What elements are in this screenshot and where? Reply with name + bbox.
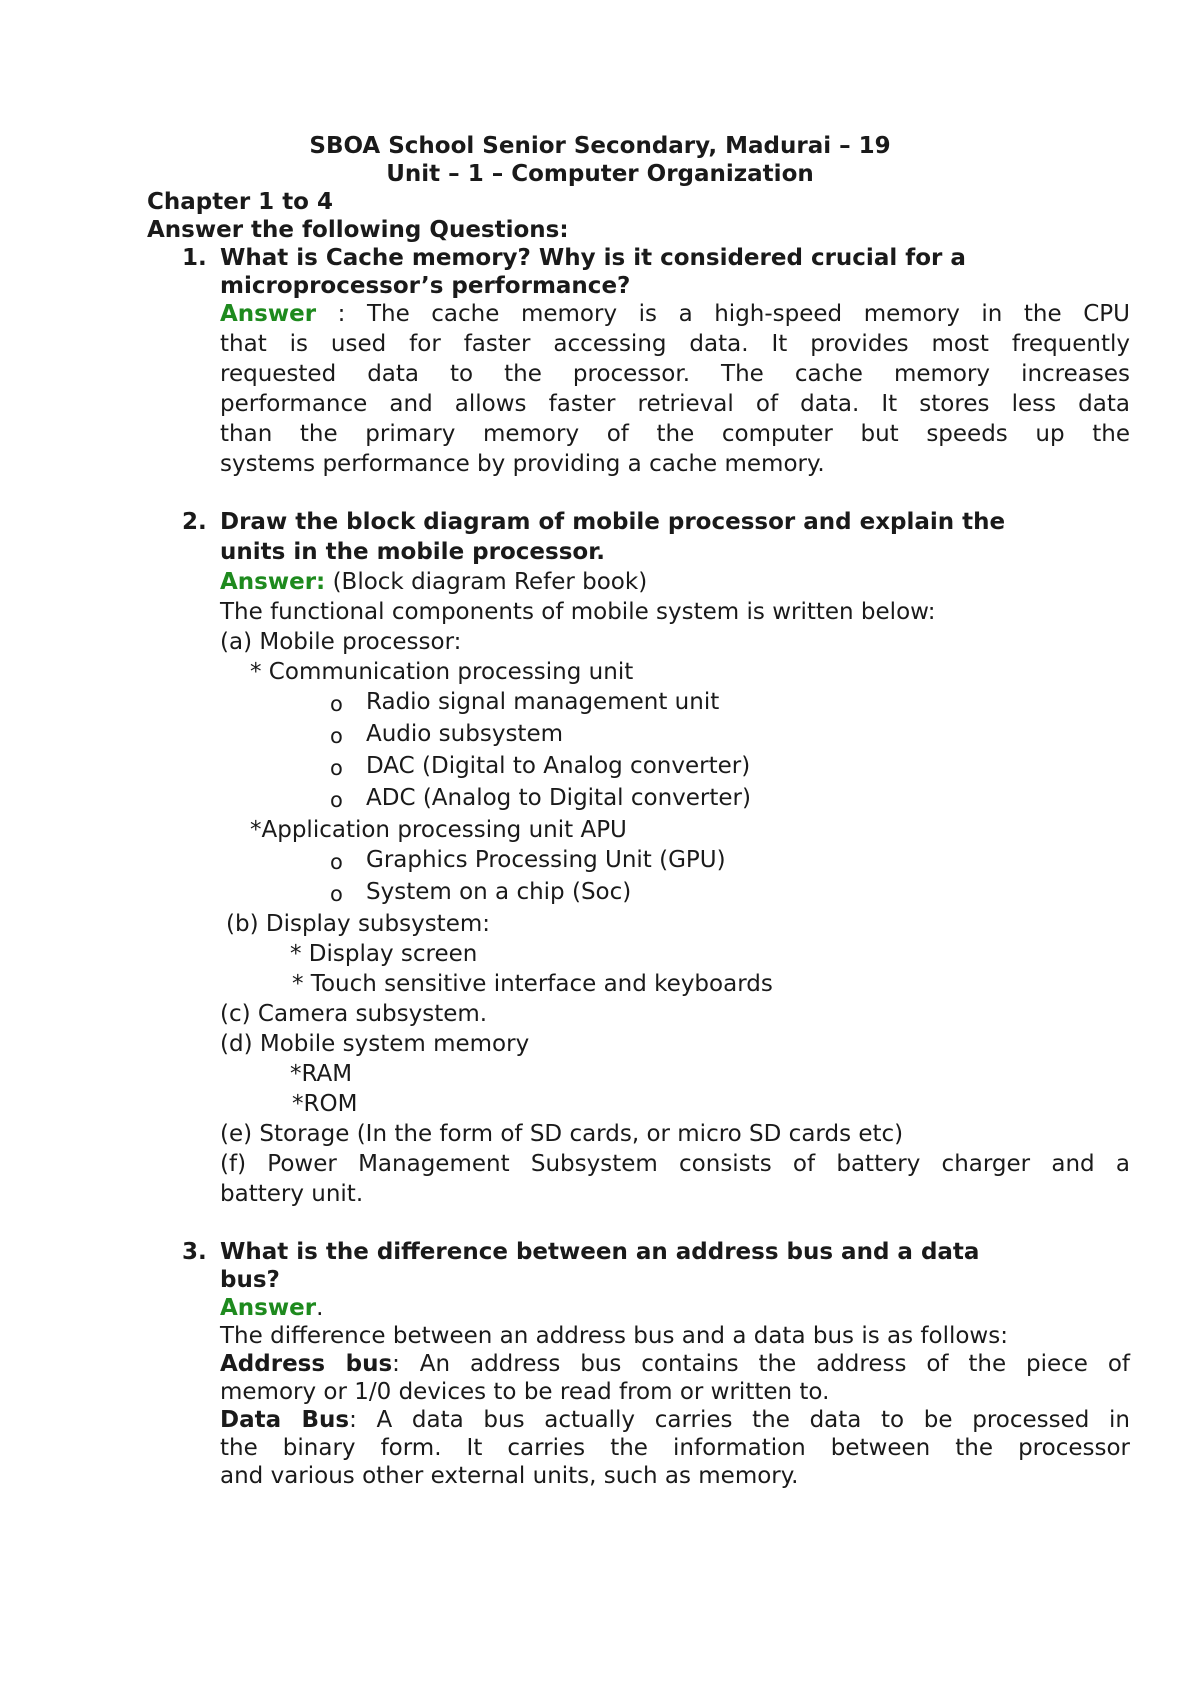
list-item: * Display screen — [290, 941, 478, 967]
q2-section-b: (b) Display subsystem: — [226, 911, 491, 937]
q2-apu-heading: *Application processing unit APU — [250, 817, 627, 843]
unit-title: Unit – 1 – Computer Organization — [386, 161, 814, 187]
q3-intro: The difference between an address bus and a data bus is as follows: — [220, 1323, 1008, 1349]
q3-number: 3. — [182, 1239, 207, 1265]
q2-answer-line — [220, 568, 647, 596]
list-item: DAC (Digital to Analog converter) — [366, 753, 751, 779]
q2-question-line: units in the mobile processor. — [220, 539, 605, 565]
q3-data-line — [220, 1406, 1130, 1434]
q3-answer-line — [220, 1294, 323, 1322]
q2-question-line: Draw the block diagram of mobile processor and explain the — [220, 509, 1006, 535]
q2-section-f: (f) Power Management Subsystem consists of battery charger and a — [220, 1151, 1130, 1177]
answer-label: Answer — [220, 1295, 317, 1321]
q2-section-e: (e) Storage (In the form of SD cards, or micro SD cards etc) — [220, 1121, 904, 1147]
q3-data-line: and various other external units, such as memory. — [220, 1463, 799, 1489]
q1-answer-line: requested data to the processor. The cache memory increases — [220, 361, 1130, 387]
q2-section-d: (d) Mobile system memory — [220, 1031, 530, 1057]
answer-label: Answer: — [220, 569, 326, 595]
circle-bullet-icon: o — [330, 724, 343, 748]
list-item: ADC (Analog to Digital converter) — [366, 785, 751, 811]
answer-label: Answer — [220, 301, 317, 327]
list-item: *ROM — [292, 1091, 358, 1117]
list-item: System on a chip (Soc) — [366, 879, 632, 905]
list-item: * Touch sensitive interface and keyboards — [292, 971, 773, 997]
q2-number: 2. — [182, 509, 207, 535]
q1-number: 1. — [182, 245, 207, 271]
list-item: Graphics Processing Unit (GPU) — [366, 847, 726, 873]
q2-intro: The functional components of mobile system is written below: — [220, 599, 936, 625]
q1-answer-line — [220, 300, 1130, 328]
chapter-heading: Chapter 1 to 4 — [147, 189, 333, 215]
school-title: SBOA School Senior Secondary, Madurai – 19 — [309, 133, 891, 159]
list-item: Audio subsystem — [366, 721, 563, 747]
q1-question-line: What is Cache memory? Why is it considered crucial for a — [220, 245, 966, 271]
q1-answer-line: performance and allows faster retrieval of data. It stores less data — [220, 391, 1130, 417]
circle-bullet-icon: o — [330, 756, 343, 780]
circle-bullet-icon: o — [330, 692, 343, 716]
circle-bullet-icon: o — [330, 882, 343, 906]
q2-cpu-heading: * Communication processing unit — [250, 659, 634, 685]
answer-text: : The cache memory is a high-speed memory in the CPU — [316, 301, 1130, 327]
circle-bullet-icon: o — [330, 850, 343, 874]
instruction-heading: Answer the following Questions: — [147, 217, 569, 243]
q2-section-f: battery unit. — [220, 1181, 364, 1207]
q1-question-line: microprocessor’s performance? — [220, 273, 631, 299]
answer-note: (Block diagram Refer book) — [325, 569, 648, 595]
address-bus-text: : An address bus contains the address of the piece of — [392, 1351, 1130, 1377]
data-bus-label: Data Bus — [220, 1407, 350, 1433]
q2-section-a: (a) Mobile processor: — [220, 629, 462, 655]
q3-address-line — [220, 1350, 1130, 1378]
address-bus-label: Address bus — [220, 1351, 393, 1377]
q3-question-line: bus? — [220, 1267, 280, 1293]
q1-answer-line: systems performance by providing a cache memory. — [220, 451, 825, 477]
q1-answer-line: that is used for faster accessing data. It provides most frequently — [220, 331, 1130, 357]
answer-tail: . — [316, 1295, 324, 1321]
list-item: Radio signal management unit — [366, 689, 720, 715]
circle-bullet-icon: o — [330, 788, 343, 812]
q1-answer-line: than the primary memory of the computer but speeds up the — [220, 421, 1130, 447]
q2-section-c: (c) Camera subsystem. — [220, 1001, 488, 1027]
q3-address-line: memory or 1/0 devices to be read from or written to. — [220, 1379, 830, 1405]
list-item: *RAM — [290, 1061, 353, 1087]
data-bus-text: : A data bus actually carries the data to be processed in — [349, 1407, 1130, 1433]
q3-data-line: the binary form. It carries the information between the processor — [220, 1435, 1130, 1461]
q3-question-line: What is the difference between an address bus and a data — [220, 1239, 980, 1265]
